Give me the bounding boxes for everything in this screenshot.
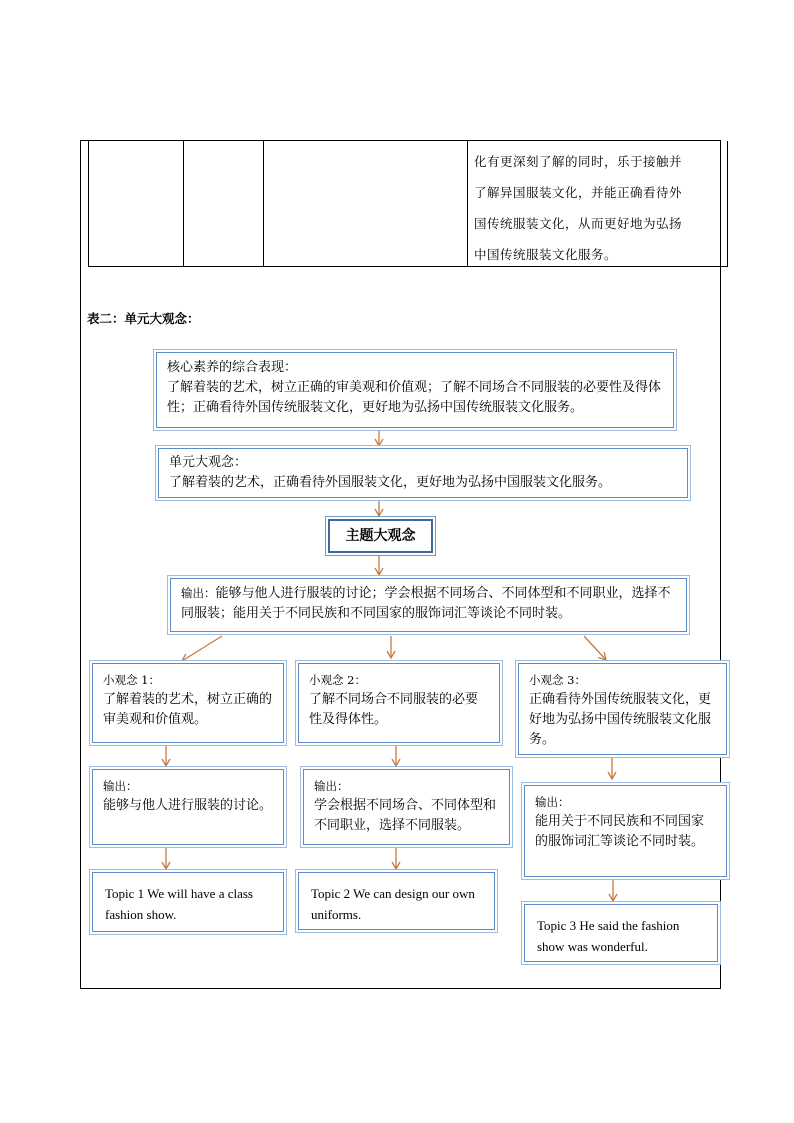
table-cell-line: 中国传统服装文化服务。 <box>474 247 618 262</box>
table-cell-line: 化有更深刻了解的同时，乐于接触并 <box>474 154 683 169</box>
sub-concept-2-box <box>298 663 500 743</box>
topic-1-box <box>92 872 284 932</box>
main-output-body: 能够与他人进行服装的讨论；学会根据不同场合、不同体型和不同职业，选择不同服装；能用关于不同民族和不同国家的服饰词汇等谈论不同时装。 <box>181 586 671 621</box>
sub-concept-2-body: 了解不同场合不同服装的必要性及得体性。 <box>309 692 479 727</box>
output-3-box <box>524 785 727 877</box>
table-cell-line: 国传统服装文化，从而更好地为弘扬 <box>474 216 683 231</box>
output-1-body: 能够与他人进行服装的讨论。 <box>103 798 273 813</box>
arrow-output-to-sub3 <box>584 636 606 660</box>
sub-concept-1-box <box>92 663 284 743</box>
topic-3-box <box>524 904 718 962</box>
table-cell-line: 了解异国服装文化，并能正确看待外 <box>474 185 683 200</box>
arrow-output-to-sub1 <box>182 636 222 661</box>
topic-3-text: Topic 3 He said the fashion show was wonderful. <box>537 918 680 954</box>
sub-concept-3-heading: 小观念 3： <box>529 673 586 687</box>
output-1-label: 输出： <box>103 779 138 793</box>
core-competency-box <box>156 352 674 428</box>
sub-concept-2-heading: 小观念 2： <box>309 673 366 687</box>
output-2-body: 学会根据不同场合、不同体型和不同职业，选择不同服装。 <box>314 798 497 833</box>
unit-heading: 单元大观念： <box>169 455 248 470</box>
output-3-body: 能用关于不同民族和不同国家的服饰词汇等谈论不同时装。 <box>535 814 705 849</box>
main-output-box <box>170 578 687 632</box>
core-body: 了解着装的艺术，树立正确的审美观和价值观；了解不同场合不同服装的必要性及得体性；正确看待外国传统服装文化，更好地为弘扬中国传统服装文化服务。 <box>167 380 662 415</box>
output-2-label: 输出： <box>314 779 349 793</box>
unit-body: 了解着装的艺术，正确看待外国服装文化，更好地为弘扬中国服装文化服务。 <box>169 475 612 490</box>
output-3-label: 输出： <box>535 795 570 809</box>
core-heading: 核心素养的综合表现： <box>167 360 298 375</box>
unit-concept-box <box>158 448 688 498</box>
sub-concept-1-heading: 小观念 1： <box>103 673 160 687</box>
topic-2-text: Topic 2 We can design our own uniforms. <box>311 886 475 922</box>
output-2-box <box>303 769 510 845</box>
theme-title-box: 主题大观念 <box>328 519 433 553</box>
sub-concept-1-body: 了解着装的艺术，树立正确的审美观和价值观。 <box>103 692 273 727</box>
sub-concept-3-body: 正确看待外国传统服装文化，更好地为弘扬中国传统服装文化服务。 <box>529 692 712 747</box>
main-output-label: 输出： <box>181 586 216 600</box>
table2-label: 表二：单元大观念： <box>87 311 200 326</box>
output-1-box <box>92 769 284 845</box>
topic-1-text: Topic 1 We will have a class fashion show. <box>105 886 253 922</box>
sub-concept-3-box <box>518 663 727 755</box>
topic-2-box <box>298 872 495 930</box>
